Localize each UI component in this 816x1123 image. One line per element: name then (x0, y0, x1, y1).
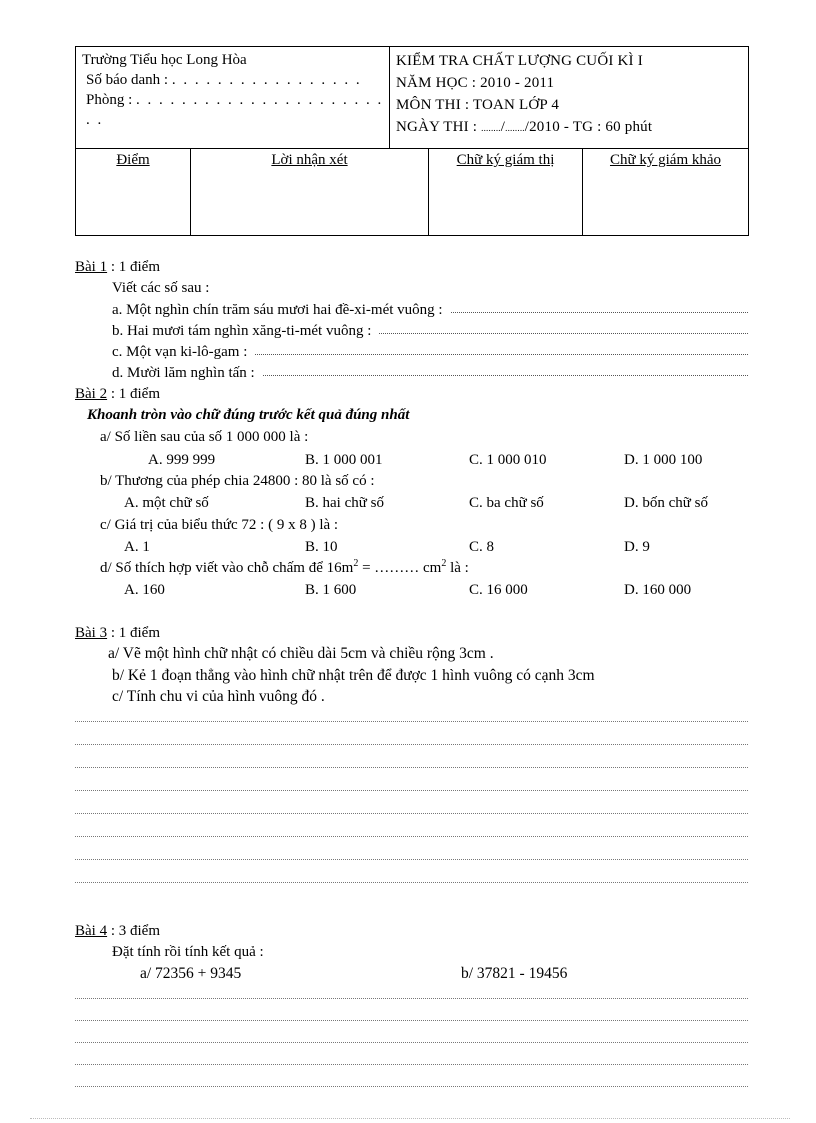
exam-date-blank-day: ........ (481, 123, 501, 133)
bai1-item-d-blank[interactable] (263, 363, 748, 376)
bai1-item-b-text: b. Hai mươi tám nghìn xăng-ti-mét vuông : (112, 323, 372, 339)
bai2-question-b: b/ Thương của phép chia 24800 : 80 là số có : (100, 473, 375, 489)
bai3-item-a: a/ Vẽ một hình chữ nhật có chiều dài 5cm và chiều rộng 3cm . (108, 645, 494, 662)
bai3-points: : 1 điểm (107, 625, 161, 641)
bai3-answer-line[interactable] (75, 790, 748, 791)
bai2-question-d-text1: d/ Số thích hợp viết vào chỗ chấm để 16m (100, 560, 354, 576)
bai3-item-c: c/ Tính chu vi của hình vuông đó . (112, 688, 325, 705)
candidate-number-dots: . . . . . . . . . . . . . . . . . (171, 72, 362, 88)
bai2-c-option-b[interactable]: B. 10 (305, 539, 338, 555)
bai2-question-c: c/ Giá trị của biểu thức 72 : ( 9 x 8 ) là : (100, 517, 339, 533)
school-info-cell (76, 47, 390, 149)
bai3-answer-line[interactable] (75, 836, 748, 837)
bai4-heading (75, 921, 160, 941)
candidate-number-line (82, 70, 389, 90)
header-table (75, 46, 749, 236)
score-label: Điểm (116, 152, 150, 168)
bai2-question-d-text3: là : (446, 560, 469, 576)
bai4-instruction: Đặt tính rồi tính kết quả : (112, 944, 264, 960)
score-row (76, 149, 749, 236)
bai1-item-b-blank[interactable] (379, 321, 748, 334)
room-line (82, 90, 389, 130)
bai2-question-d-sup1: 2 (353, 558, 359, 569)
bai4-answer-line[interactable] (75, 998, 748, 999)
bai3-answer-line[interactable] (75, 721, 748, 722)
bai2-b-option-c[interactable]: C. ba chữ số (469, 495, 544, 511)
bai2-question-d (100, 558, 469, 578)
exam-title: KIỂM TRA CHẤT LƯỢNG CUỐI KÌ I (396, 53, 643, 69)
bai2-question-d-sup2: 2 (441, 558, 447, 569)
school-year: NĂM HỌC : 2010 - 2011 (396, 75, 555, 91)
bai2-b-option-b[interactable]: B. hai chữ số (305, 495, 384, 511)
exam-info-cell (390, 47, 749, 149)
bai1-item-b (112, 321, 748, 341)
bai4-answer-line[interactable] (75, 1020, 748, 1021)
exam-date-label: NGÀY THI : (396, 119, 482, 135)
exam-date (396, 116, 748, 139)
bai2-c-option-a[interactable]: A. 1 (124, 539, 150, 555)
bai3-item-b: b/ Kẻ 1 đoạn thẳng vào hình chữ nhật trên để được 1 hình vuông có cạnh 3cm (112, 667, 595, 684)
bai3-heading (75, 623, 160, 643)
exam-date-year-duration: /2010 - TG : 60 phút (524, 119, 653, 135)
page-bottom-rule (30, 1118, 790, 1119)
bai4-problem-a: a/ 72356 + 9345 (140, 965, 242, 982)
bai2-question-a: a/ Số liền sau của số 1 000 000 là : (100, 429, 309, 445)
exam-date-separator: / (500, 119, 506, 135)
bai2-d-option-a[interactable]: A. 160 (124, 582, 165, 598)
school-name: Trường Tiểu học Long Hòa (82, 52, 247, 68)
bai1-title: Bài 1 (75, 259, 108, 275)
proctor-signature-label: Chữ ký giám thị (456, 152, 555, 168)
bai2-d-option-d[interactable]: D. 160 000 (624, 582, 692, 598)
bai2-a-option-a[interactable]: A. 999 999 (148, 452, 216, 468)
bai1-item-c-blank[interactable] (255, 342, 748, 355)
bai2-c-option-c[interactable]: C. 8 (469, 539, 495, 555)
bai2-c-option-d[interactable]: D. 9 (624, 539, 650, 555)
bai1-item-d (112, 363, 748, 383)
proctor-signature-cell[interactable] (429, 149, 583, 236)
bai2-a-option-b[interactable]: B. 1 000 001 (305, 452, 383, 468)
bai3-answer-line[interactable] (75, 813, 748, 814)
bai4-answer-line[interactable] (75, 1086, 748, 1087)
bai2-b-option-d[interactable]: D. bốn chữ số (624, 495, 708, 511)
comment-cell[interactable] (191, 149, 429, 236)
bai2-a-option-c[interactable]: C. 1 000 010 (469, 452, 547, 468)
bai2-d-option-b[interactable]: B. 1 600 (305, 582, 357, 598)
header-info-row (76, 47, 749, 149)
bai3-answer-line[interactable] (75, 767, 748, 768)
grader-signature-label: Chữ ký giám khảo (609, 152, 722, 168)
bai1-item-a-blank[interactable] (451, 300, 748, 313)
bai1-heading (75, 257, 160, 277)
bai4-problem-b: b/ 37821 - 19456 (461, 965, 568, 982)
bai3-title: Bài 3 (75, 625, 108, 641)
exam-subject: MÔN THI : TOAN LỚP 4 (396, 97, 560, 113)
score-cell[interactable] (76, 149, 191, 236)
bai1-item-a (112, 300, 748, 320)
bai1-instruction: Viết các số sau : (112, 280, 210, 296)
bai1-item-c-text: c. Một vạn ki-lô-gam : (112, 344, 248, 360)
bai2-instruction: Khoanh tròn vào chữ đúng trước kết quả đúng nhất (87, 407, 410, 423)
exam-date-blank-month: ........ (505, 123, 525, 133)
bai2-heading (75, 384, 160, 404)
bai1-item-c (112, 342, 748, 362)
bai2-d-option-c[interactable]: C. 16 000 (469, 582, 528, 598)
bai3-answer-line[interactable] (75, 882, 748, 883)
bai3-answer-line[interactable] (75, 859, 748, 860)
bai1-item-d-text: d. Mười lăm nghìn tấn : (112, 365, 255, 381)
bai2-a-option-d[interactable]: D. 1 000 100 (624, 452, 703, 468)
candidate-number-label: Số báo danh : (86, 72, 169, 88)
bai3-answer-line[interactable] (75, 744, 748, 745)
bai2-question-d-text2: = ……… cm (358, 560, 442, 576)
comment-label: Lời nhận xét (271, 152, 348, 168)
bai1-points: : 1 điểm (107, 259, 161, 275)
room-dots: . . . . . . . . . . . . . . . . . . . . . . . . (86, 92, 384, 128)
bai4-points: : 3 điểm (107, 923, 161, 939)
grader-signature-cell[interactable] (583, 149, 749, 236)
bai4-answer-line[interactable] (75, 1064, 748, 1065)
room-label: Phòng : (86, 92, 133, 108)
bai4-title: Bài 4 (75, 923, 108, 939)
bai1-item-a-text: a. Một nghìn chín trăm sáu mươi hai đề-xi-mét vuông : (112, 302, 443, 318)
bai2-b-option-a[interactable]: A. một chữ số (124, 495, 209, 511)
bai2-points: : 1 điểm (107, 386, 161, 402)
bai4-answer-line[interactable] (75, 1042, 748, 1043)
bai2-title: Bài 2 (75, 386, 108, 402)
